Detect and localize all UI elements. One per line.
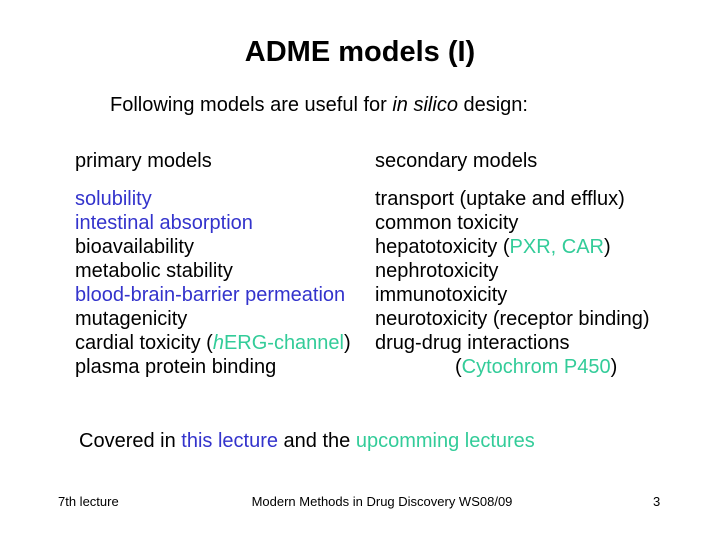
text-segment: drug-drug interactions [375, 332, 570, 354]
text-segment: blood-brain-barrier permeation [75, 284, 346, 306]
footer-lecture-number: 7th lecture [58, 494, 119, 509]
covered-note [79, 429, 535, 453]
list-item [75, 355, 375, 379]
models-columns [75, 149, 720, 379]
footer-course-title: Modern Methods in Drug Discovery WS08/09 [251, 494, 513, 509]
secondary-models-header: secondary models [375, 150, 538, 172]
text-segment: ) [610, 356, 618, 378]
text-segment: mutagenicity [75, 308, 188, 330]
text-segment: this lecture [181, 430, 278, 452]
list-item [375, 331, 720, 355]
text-segment: and the [278, 430, 356, 452]
text-segment: Covered in [79, 430, 182, 452]
text-segment: ) [603, 236, 611, 258]
primary-models-header: primary models [75, 150, 212, 172]
list-item [75, 187, 375, 211]
slide-footer [0, 494, 720, 512]
primary-models-list [75, 187, 375, 379]
text-segment: solubility [75, 188, 152, 210]
slide-subtitle [110, 93, 528, 117]
text-segment: immunotoxicity [375, 284, 508, 306]
text-segment: cardial toxicity ( [75, 332, 213, 354]
list-item [375, 283, 720, 307]
text-segment: common toxicity [375, 212, 519, 234]
text-segment: transport (uptake and efflux) [375, 188, 625, 210]
text-segment: h [212, 332, 224, 354]
text-segment: Cytochrom P450 [461, 356, 611, 378]
list-item [375, 187, 720, 211]
text-segment: plasma protein binding [75, 356, 277, 378]
list-item [75, 307, 375, 331]
text-segment: hepatotoxicity ( [375, 236, 510, 258]
text-segment: in silico [392, 94, 458, 116]
list-item [75, 259, 375, 283]
secondary-models-column [375, 149, 720, 379]
text-segment: metabolic stability [75, 260, 233, 282]
text-segment: ERG-channel [223, 332, 344, 354]
footer-page-number: 3 [653, 494, 661, 509]
text-segment: intestinal absorption [75, 212, 253, 234]
text-segment: bioavailability [75, 236, 194, 258]
list-item [375, 355, 720, 379]
text-segment: ( [455, 356, 462, 378]
slide-title: ADME models (I) [244, 36, 476, 68]
list-item [75, 283, 375, 307]
list-item [375, 211, 720, 235]
secondary-models-list [375, 187, 720, 379]
list-item [375, 259, 720, 283]
list-item [75, 331, 375, 355]
text-segment: nephrotoxicity [375, 260, 499, 282]
list-item [375, 307, 720, 331]
text-segment: design: [457, 94, 528, 116]
text-segment: ) [344, 332, 351, 354]
primary-models-column [75, 149, 375, 379]
text-segment: upcomming lectures [355, 430, 535, 452]
list-item [75, 235, 375, 259]
list-item [375, 235, 720, 259]
list-item [75, 211, 375, 235]
text-segment: PXR, CAR [509, 236, 604, 258]
text-segment: Following models are useful for [110, 94, 393, 116]
text-segment: neurotoxicity (receptor binding) [375, 308, 650, 330]
